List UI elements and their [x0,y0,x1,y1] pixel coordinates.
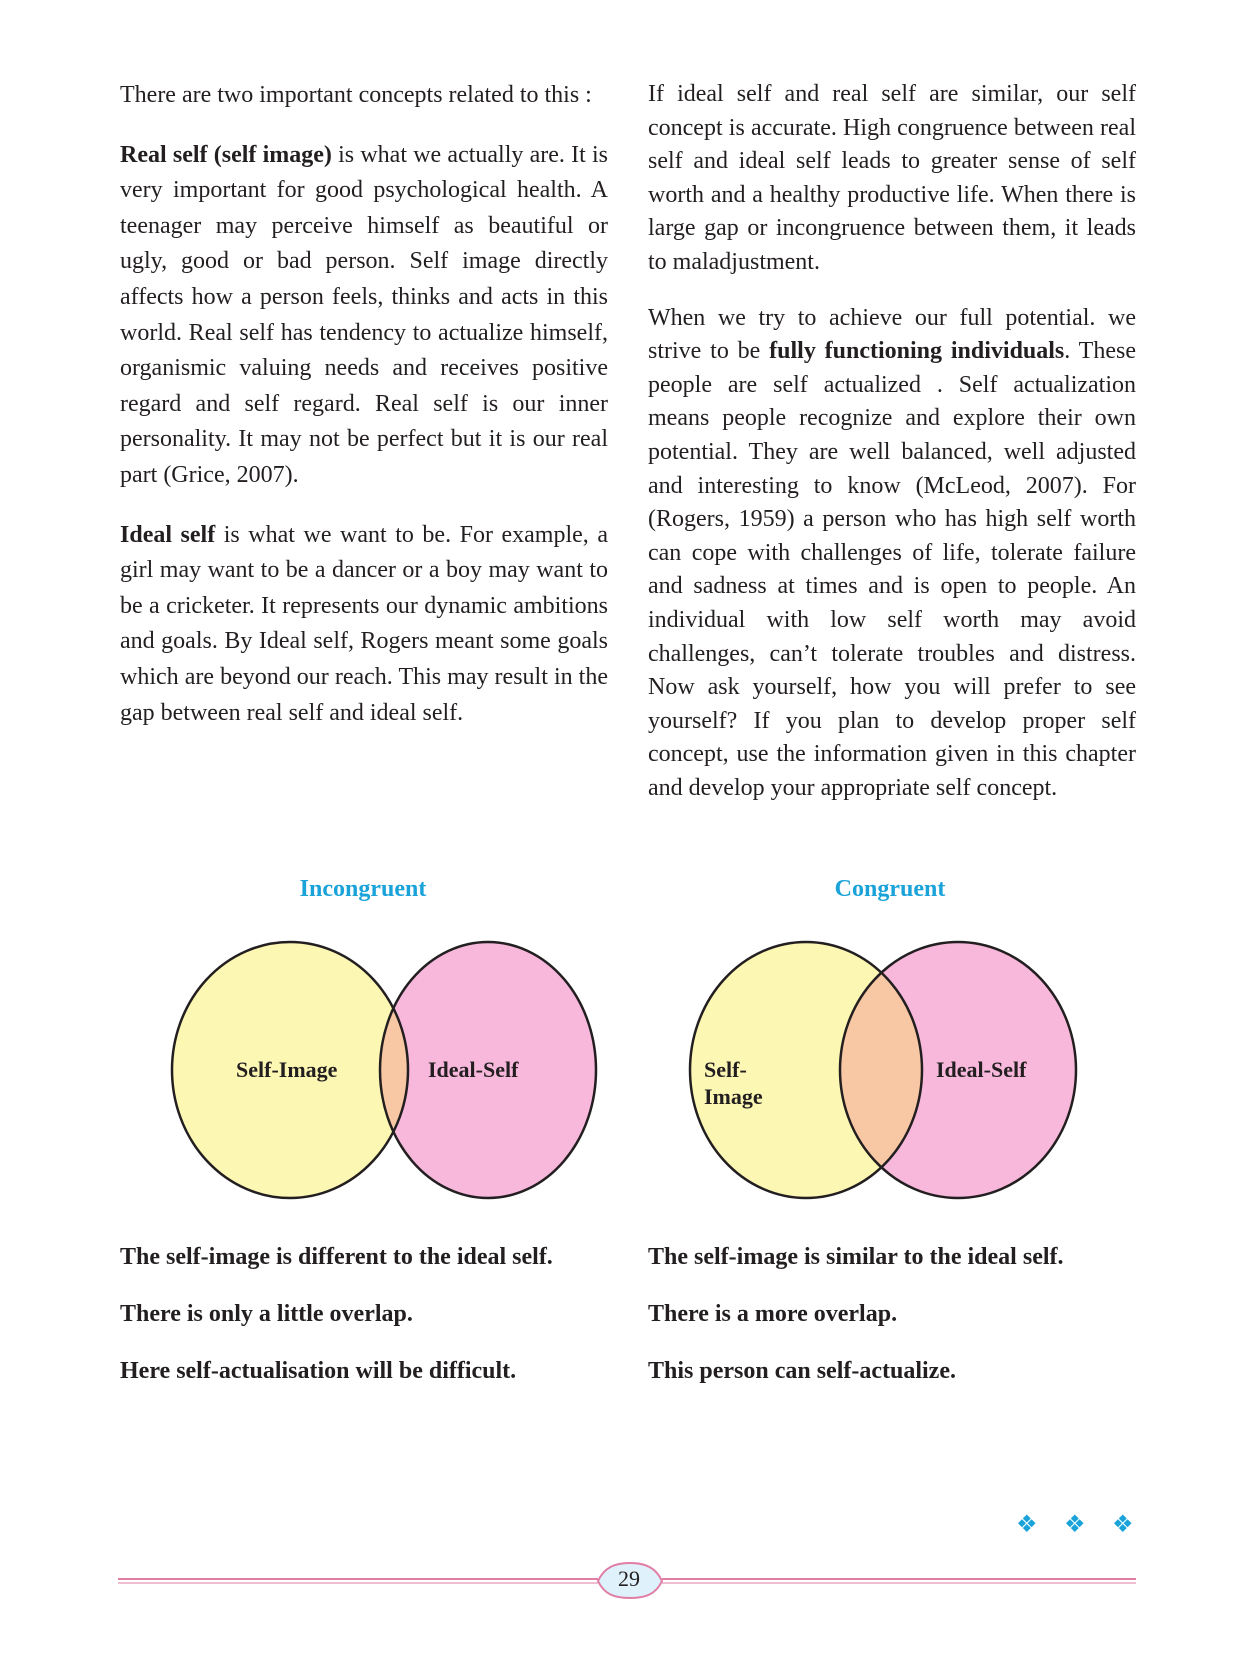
congruent-self-image-label [704,1056,763,1110]
incongruent-caption-2: There is only a little overlap. [120,1301,413,1327]
ornament-diamond-icon: ❖ [1112,1512,1134,1538]
congruent-caption-2: There is a more overlap. [648,1301,898,1327]
page-number: 29 [618,1566,640,1591]
ideal-self-term: Ideal self [120,521,216,548]
real-self-term: Real self (self image) [120,141,332,168]
intro-paragraph: There are two important concepts related to this : [120,82,592,108]
congruent-self-image-label-line1: Self- [704,1057,747,1082]
congruent-caption-3: This person can self-actualize. [648,1358,956,1384]
congruent-self-image-label-line2: Image [704,1084,763,1109]
incongruent-self-image-label: Self-Image [236,1057,338,1082]
congruent-title: Congruent [834,876,946,902]
fully-functioning-paragraph [648,302,1136,806]
incongruent-caption-3: Here self-actualisation will be difficult. [120,1358,517,1384]
congruent-caption-1: The self-image is similar to the ideal self. [648,1244,1064,1270]
fully-functioning-text: . These people are self actualized . Self actualization means people recognize and explore their own potential. They are well balanced, well adjusted and interesting to know (McLeod, 2007). For (Rogers, 1959) a person who has high self worth can cope with challenges of life, tolerate failure and sadness at times and is open to people. An individual with low self worth may avoid challenges, can’t tolerate troubles and distress. Now ask yourself, how you will prefer to see yourself? If you plan to develop proper self concept, use the information given in this chapter and develop your appropriate self concept. [648,338,1136,801]
ideal-self-paragraph [120,518,608,732]
ornament-diamond-icon: ❖ [1016,1512,1038,1538]
congruent-ideal-self-label: Ideal-Self [936,1057,1027,1082]
incongruent-caption-1: The self-image is different to the ideal self. [120,1244,553,1270]
congruence-paragraph: If ideal self and real self are similar, our self concept is accurate. High congruence between real self and ideal self leads to greater sense of self worth and a healthy productive life. When there is large gap or incongruence between them, it leads to maladjustment. [648,81,1136,275]
ornament-diamond-icon: ❖ [1064,1512,1086,1538]
right-text-column [648,78,1136,829]
real-self-text: is what we actually are. It is very important for good psychological health. A teenager may perceive himself as beautiful or ugly, good or bad person. Self image directly affects how a person feels, thinks and acts in this world. Real self has tendency to actualize himself, organismic valuing needs and receives positive regard and self regard. Real self is our inner personality. It may not be perfect but it is our real part (Grice, 2007). [120,141,608,488]
ideal-self-text: is what we want to be. For example, a girl may want to be a dancer or a boy may want to be a cricketer. It represents our dynamic ambitions and goals. By Ideal self, Rogers meant some goals which are beyond our reach. This may result in the gap between real self and ideal self. [120,521,608,726]
fully-functioning-term: fully functioning individuals [769,338,1065,365]
fully-functioning-lead: When we try to achieve our full potential. we strive to be [648,304,1136,365]
incongruent-ideal-self-label: Ideal-Self [428,1057,519,1082]
left-text-column [120,78,608,755]
incongruent-venn-diagram [160,935,600,1205]
real-self-paragraph [120,138,608,494]
incongruent-title: Incongruent [299,876,427,902]
